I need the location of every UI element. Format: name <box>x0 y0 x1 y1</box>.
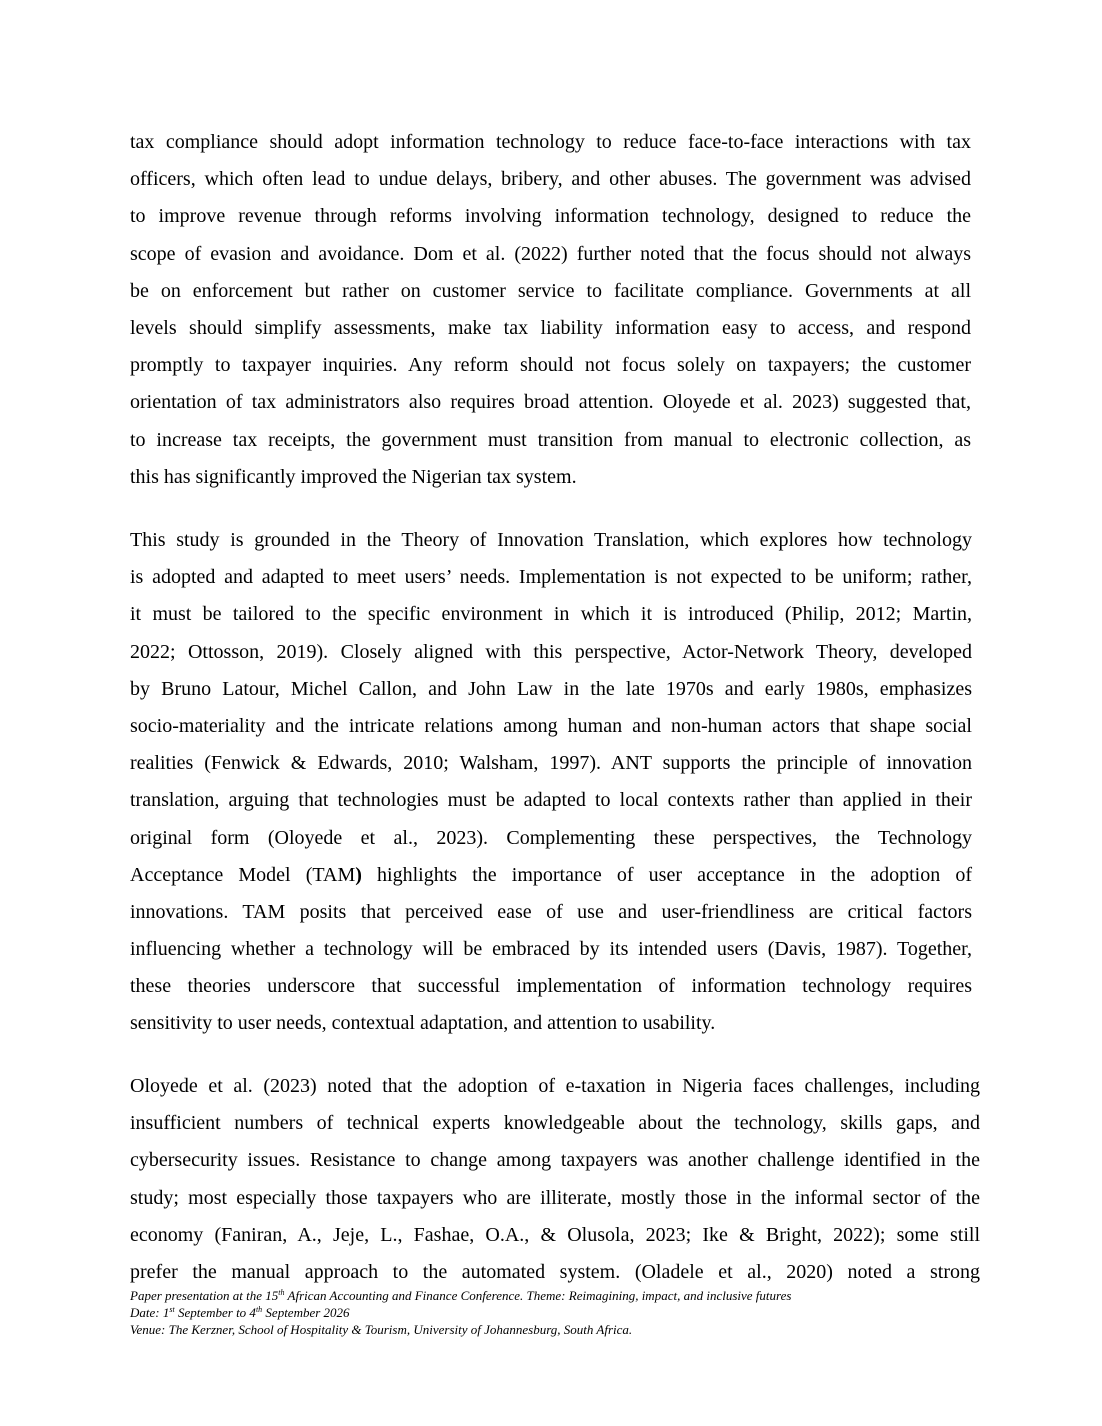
text-line: sensitivity to user needs, contextual adaptation, and attention to usability. <box>130 1012 716 1035</box>
text-line: be on enforcement but rather on customer service to facilitate compliance. Governments at all <box>130 279 971 302</box>
text-line: realities (Fenwick & Edwards, 2010; Walsham, 1997). ANT supports the principle of innovation <box>130 752 972 775</box>
footer-text: Date: 1 <box>130 1305 170 1320</box>
text-line: orientation of tax administrators also requires broad attention. Oloyede et al. 2023) suggested that, <box>130 391 971 414</box>
ordinal-suffix: st <box>169 1305 175 1314</box>
text-line: officers, which often lead to undue delays, bribery, and other abuses. The government was advised <box>130 168 971 191</box>
text-line: these theories underscore that successful implementation of information technology requires <box>130 975 972 998</box>
text-line: is adopted and adapted to meet users’ needs. Implementation is not expected to be uniform; rather, <box>130 566 972 589</box>
text-line: economy (Faniran, A., Jeje, L., Fashae, O.A., & Olusola, 2023; Ike & Bright, 2022); some still <box>130 1223 980 1246</box>
body-paragraph-2 <box>130 522 972 1043</box>
text-line: to increase tax receipts, the government must transition from manual to electronic collection, as <box>130 428 971 451</box>
footer-text: September to 4 <box>174 1305 256 1320</box>
text-line: insufficient numbers of technical experts knowledgeable about the technology, skills gaps, and <box>130 1112 980 1135</box>
text-line: it must be tailored to the specific environment in which it is introduced (Philip, 2012; Martin, <box>130 603 972 626</box>
text-line: this has significantly improved the Nigerian tax system. <box>130 465 577 488</box>
text-line: prefer the manual approach to the automated system. (Oladele et al., 2020) noted a strong <box>130 1260 980 1283</box>
text-line: Oloyede et al. (2023) noted that the adoption of e-taxation in Nigeria faces challenges, including <box>130 1075 980 1097</box>
footer-text: September 2026 <box>262 1305 350 1320</box>
footer-text: African Accounting and Finance Conference. Theme: Reimagining, impact, and inclusive futures <box>284 1288 792 1303</box>
ordinal-suffix: th <box>255 1305 263 1314</box>
text-line: cybersecurity issues. Resistance to change among taxpayers was another challenge identified in the <box>130 1149 980 1172</box>
text-line: Acceptance Model (TAM) highlights the importance of user acceptance in the adoption of <box>130 863 972 886</box>
footer-text: Paper presentation at the 15 <box>130 1288 279 1303</box>
text-line: socio-materiality and the intricate relations among human and non-human actors that shape social <box>130 714 972 737</box>
text-line: by Bruno Latour, Michel Callon, and John Law in the late 1970s and early 1980s, emphasizes <box>130 677 972 700</box>
text-line: levels should simplify assessments, make tax liability information easy to access, and respond <box>130 316 971 339</box>
footer-venue-line: Venue: The Kerzner, School of Hospitality & Tourism, University of Johannesburg, South Africa. <box>130 1322 633 1337</box>
footer-date-line <box>130 1304 990 1321</box>
text-line: study; most especially those taxpayers who are illiterate, mostly those in the informal sector of the <box>130 1186 980 1209</box>
body-paragraph-3 <box>130 1068 980 1291</box>
body-paragraph-1 <box>130 124 971 496</box>
text-line: scope of evasion and avoidance. Dom et al. (2022) further noted that the focus should not always <box>130 242 971 265</box>
ordinal-suffix: th <box>278 1288 285 1297</box>
text-line: to improve revenue through reforms involving information technology, designed to reduce the <box>130 205 971 228</box>
page-footer <box>130 1287 990 1338</box>
text-line: innovations. TAM posits that perceived ease of use and user-friendliness are critical factors <box>130 900 972 923</box>
text-line: tax compliance should adopt information technology to reduce face-to-face interactions with tax <box>130 131 971 153</box>
text-line: This study is grounded in the Theory of Innovation Translation, which explores how technology <box>130 529 972 551</box>
bold-parenthesis: ) <box>355 863 362 886</box>
text-line: original form (Oloyede et al., 2023). Complementing these perspectives, the Technology <box>130 826 972 849</box>
footer-conference-line <box>130 1287 990 1304</box>
text-line: promptly to taxpayer inquiries. Any reform should not focus solely on taxpayers; the customer <box>130 354 971 377</box>
text-line: 2022; Ottosson, 2019). Closely aligned with this perspective, Actor-Network Theory, developed <box>130 640 972 663</box>
text-line: translation, arguing that technologies must be adapted to local contexts rather than applied in their <box>130 789 972 812</box>
text-line: influencing whether a technology will be embraced by its intended users (Davis, 1987). Together, <box>130 938 972 961</box>
